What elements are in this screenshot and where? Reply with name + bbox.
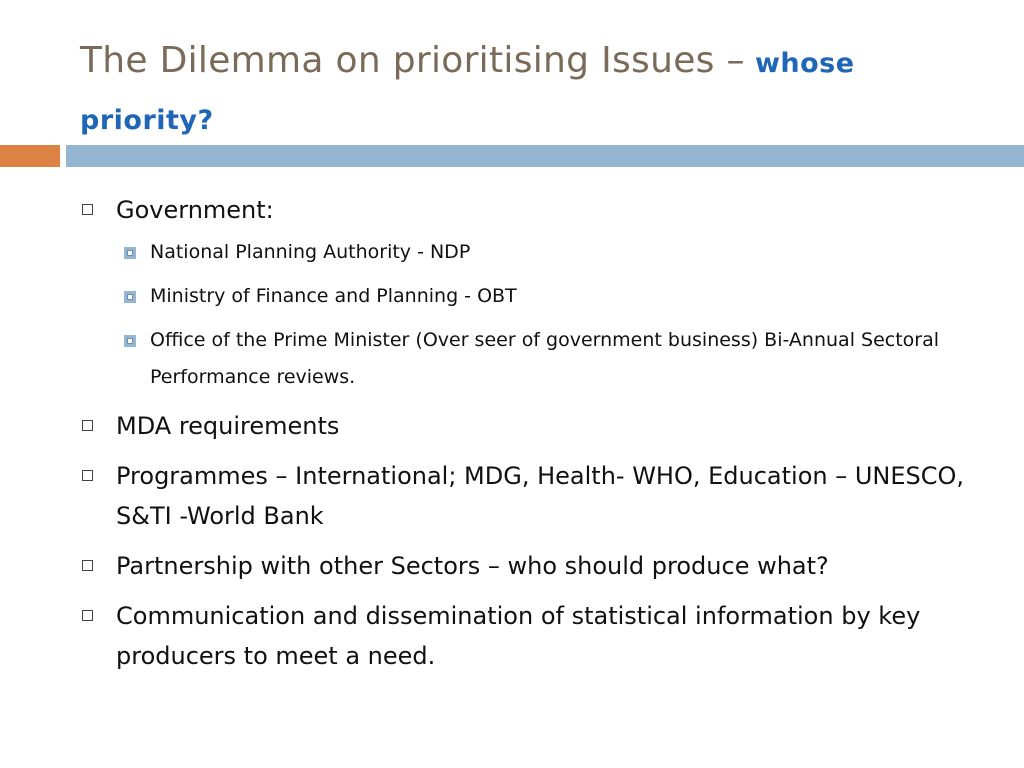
bullet-text: Government: <box>116 196 274 224</box>
bullet-text: Communication and dissemination of statistical information by key producers to meet a need. <box>116 602 921 670</box>
sub-bullet-item <box>116 278 980 315</box>
hollow-square-bullet-icon <box>82 420 93 431</box>
bullet-text: Programmes – International; MDG, Health- WHO, Education – UNESCO, S&TI -World Bank <box>116 462 965 530</box>
title-accent: whose priority? <box>80 48 855 136</box>
sub-bullet-item <box>116 322 980 396</box>
hollow-square-bullet-icon <box>82 560 93 571</box>
hollow-square-bullet-icon <box>82 204 93 215</box>
bullet-text: MDA requirements <box>116 412 340 440</box>
sub-bullet-text: Ministry of Finance and Planning - OBT <box>150 285 517 307</box>
bullet-government <box>80 190 980 396</box>
sub-bullet-item <box>116 234 980 271</box>
bullet-communication <box>80 596 980 676</box>
sub-bullet-list <box>116 234 980 396</box>
bullet-mda-requirements <box>80 406 980 446</box>
bullet-text: Partnership with other Sectors – who should produce what? <box>116 552 829 580</box>
accent-bar-orange <box>0 145 60 167</box>
accent-bar-blue <box>66 145 1024 167</box>
filled-square-bullet-icon <box>124 247 136 259</box>
filled-square-bullet-icon <box>124 291 136 303</box>
title-main: The Dilemma on prioritising Issues – <box>80 40 745 81</box>
hollow-square-bullet-icon <box>82 470 93 481</box>
bullet-programmes <box>80 456 980 536</box>
sub-bullet-text: National Planning Authority - NDP <box>150 241 471 263</box>
bullet-partnership <box>80 546 980 586</box>
slide-title <box>80 34 980 148</box>
bullet-list <box>80 190 980 676</box>
hollow-square-bullet-icon <box>82 610 93 621</box>
sub-bullet-text: Office of the Prime Minister (Over seer of government business) Bi-Annual Sectoral Performance reviews. <box>150 329 940 388</box>
filled-square-bullet-icon <box>124 335 136 347</box>
slide-content <box>80 190 980 686</box>
